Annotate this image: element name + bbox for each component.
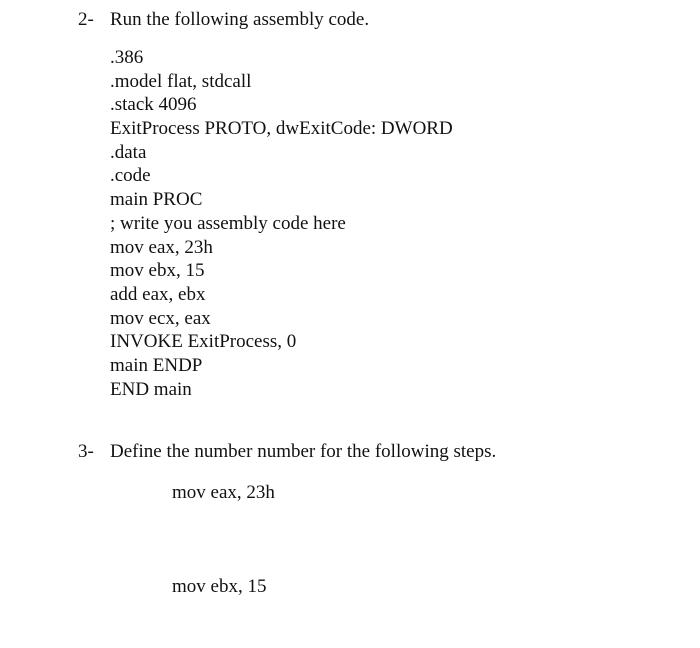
question-3-heading xyxy=(78,440,496,464)
assembly-code-block xyxy=(110,46,453,401)
code-line: mov eax, 23h xyxy=(110,236,213,258)
code-line: .data xyxy=(110,141,147,163)
code-line: main ENDP xyxy=(110,354,203,376)
code-line: add eax, ebx xyxy=(110,283,206,305)
code-line: .stack 4096 xyxy=(110,94,197,116)
step-line: mov ebx, 15 xyxy=(172,576,267,597)
code-line: END main xyxy=(110,378,192,400)
question-3-number: 3- xyxy=(78,441,94,462)
question-2-number: 2- xyxy=(78,9,94,30)
code-line: ; write you assembly code here xyxy=(110,212,346,234)
code-line: .386 xyxy=(110,47,144,68)
code-line: main PROC xyxy=(110,189,203,211)
question-3-text: Define the number number for the following steps. xyxy=(110,441,497,462)
code-line: .code xyxy=(110,165,151,187)
code-line: mov ebx, 15 xyxy=(110,260,205,282)
code-line: mov ecx, eax xyxy=(110,307,211,329)
code-line: INVOKE ExitProcess, 0 xyxy=(110,331,297,353)
question-2-heading xyxy=(78,8,369,32)
question-2-text: Run the following assembly code. xyxy=(110,9,370,30)
step-line: mov eax, 23h xyxy=(172,482,275,503)
code-line: .model flat, stdcall xyxy=(110,70,252,92)
code-line: ExitProcess PROTO, dwExitCode: DWORD xyxy=(110,118,453,140)
